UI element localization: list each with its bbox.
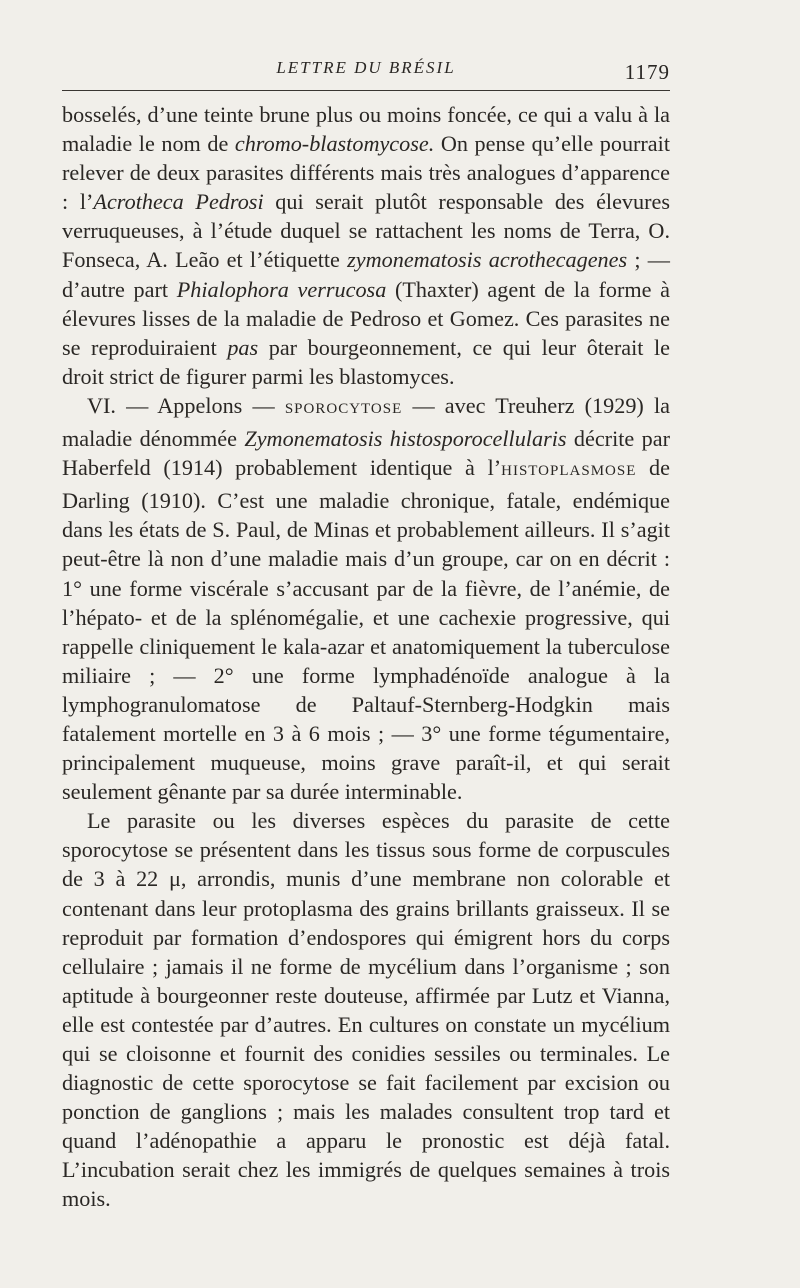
paragraph: [62, 100, 670, 391]
text-run: On pense qu’elle pourrait relever de deux parasites différents mais très analogues d’apparence : l’: [62, 131, 670, 215]
italic-term: Acrotheca Pedrosi: [93, 189, 264, 215]
text-run: décrite par Haberfeld (1914) probablement identique à l’: [62, 426, 670, 481]
text-run: bosselés, d’une teinte brune plus ou moins foncée, ce qui a valu à la maladie le nom de: [62, 102, 670, 157]
text-run: ; — d’autre part: [62, 247, 670, 302]
text-run: de Darling (1910). C’est une maladie chronique, fatale, endémique dans les états de S. Paul, de Minas et probablement ailleurs. Il s’agit peut-être là non d’une maladie mais d’un groupe, car on en décrit : 1° une forme viscérale s’accusant par de la fièvre, de l’anémie, de l’hépato- et de la splénomégalie, et une cachexie progressive, qui rappelle cliniquement le kala-azar et anatomiquement la tuberculose miliaire ; — 2° une forme lymphadénoïde analogue à la lymphogranulomatose de Paltauf-Sternberg-Hodgkin mais fatalement mortelle en 3 à 6 mois ; — 3° une forme tégumentaire, principalement muqueuse, moins grave paraît-il, et qui serait seulement gênante par sa durée interminable.: [62, 455, 670, 805]
text-run: (Thaxter) agent de la forme à élevures lisses de la maladie de Pedroso et Gomez. Ces parasites ne se reproduiraient: [62, 276, 671, 360]
italic-term: Zymonematosis histosporocellularis: [244, 426, 567, 452]
italic-term: chromo-blastomycose.: [234, 131, 435, 157]
small-caps-term: HISTOPLASMOSE: [501, 463, 637, 480]
paragraph: [62, 806, 670, 1213]
italic-term: Phialophora verrucosa: [176, 276, 387, 302]
text-run: — avec Treuherz (1929) la maladie dénommée: [62, 392, 670, 452]
text-run: qui serait plutôt responsable des élevures verruqueuses, à l’étude duquel se rattachent les noms de Terra, O. Fonseca, A. Leão et l’étiquette: [62, 189, 670, 273]
italic-term: zymonematosis acrothecagenes: [347, 247, 628, 273]
running-title: LETTRE DU BRÉSIL: [276, 58, 456, 77]
paragraph: [62, 391, 670, 806]
small-caps-term: SPOROCYTOSE: [284, 400, 403, 417]
header-rule: [62, 90, 670, 91]
italic-term: pas: [227, 334, 259, 360]
text-run: Le parasite ou les diverses espèces du parasite de cette sporocytose se présentent dans les tissus sous forme de corpuscules de 3 à 22 μ, arrondis, munis d’une membrane non colorable et contenant dans leur protoplasma des grains brillants graisseux. Il se reproduit par formation d’endospores qui émigrent hors du corps cellulaire ; jamais il ne forme de mycélium dans l’organisme ; son aptitude à bourgeonner reste douteuse, affirmée par Lutz et Vianna, elle est contestée par d’autres. En cultures on constate un mycélium qui se cloisonne et fournit des conidies sessiles ou terminales. Le diagnostic de cette sporocytose se fait facilement par excision ou ponction de ganglions ; mais les malades consultent trop tard et quand l’adénopathie a apparu le pronostic est déjà fatal. L’incubation serait chez les immigrés de quelques semaines à trois mois.: [62, 808, 670, 1212]
running-head: [62, 56, 670, 96]
text-run: par bourgeonnement, ce qui leur ôterait le droit strict de figurer parmi les blastomyces.: [62, 334, 670, 389]
page-number: 1179: [624, 60, 670, 84]
text-run: VI. — Appelons —: [87, 392, 285, 418]
body-text: [62, 100, 670, 1214]
